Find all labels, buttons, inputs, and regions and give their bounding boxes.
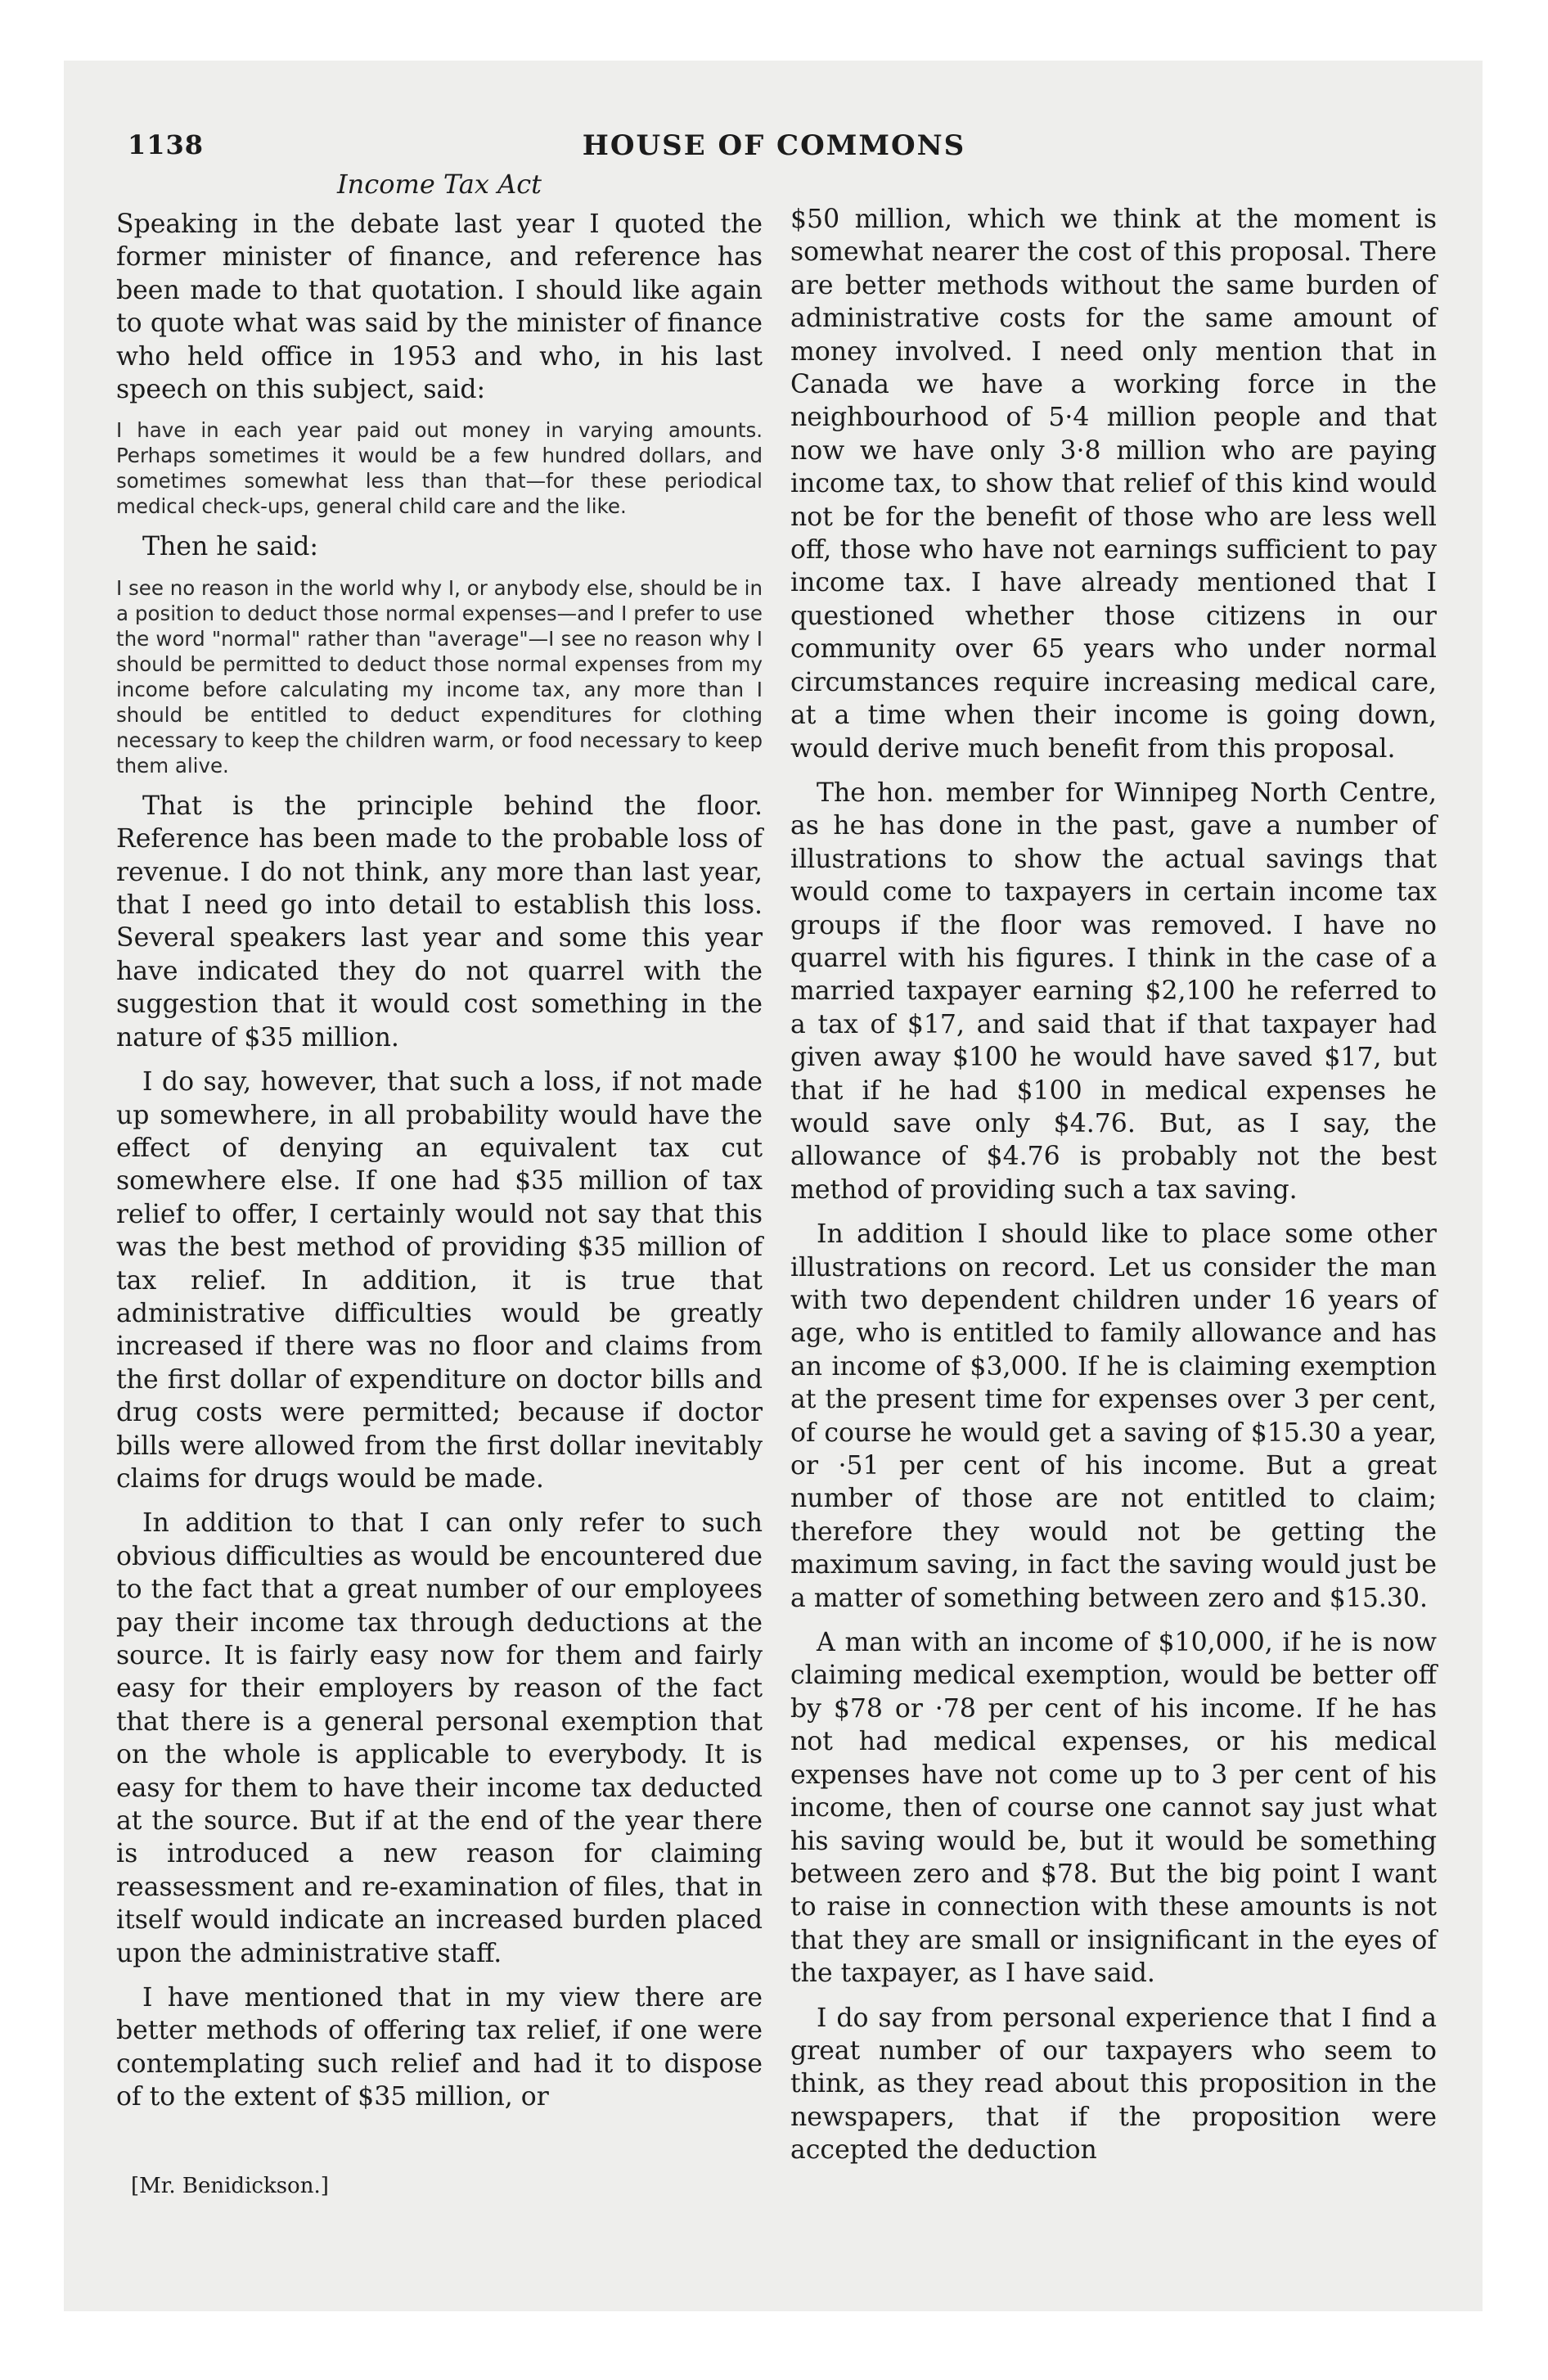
paragraph: $50 million, which we think at the moment is somewhat nearer the cost of this proposal. There are better methods without the same burden of administrative costs for the same amount of money involved. I need only mention that in Canada we have a working force in the neighbourhood of 5·4 million people and that now we have only 3·8 million who are paying income tax, to show that relief of this kind would not be for the benefit of those who are less well off, those who have not earnings sufficient to pay income tax. I have already mentioned that I questioned whether those citizens in our community over 65 years who under normal circumstances require increasing medical care, at a time when their income is going down, would derive much benefit from this proposal. (790, 205, 1437, 764)
paragraph: In addition I should like to place some other illustrations on record. Let us consider the man with two dependent children under 16 years of age, who is entitled to family allowance and has an income of $3,000. If he is claiming exemption at the present time for expenses over 3 per cent, of course he would get a saving of $15.30 a year, or ·51 per cent of his income. But a great number of those are not entitled to claim; therefore they would not be getting the maximum saving, in fact the saving would just be a matter of something between zero and $15.30. (790, 1219, 1437, 1613)
paragraph: That is the principle behind the floor. Reference has been made to the probable loss of revenue. I do not think, any more than last year, that I need go into detail to establish this loss. Several speakers last year and some this year have indicated they do not quarrel with the suggestion that it would cost something in the nature of $35 million. (116, 791, 763, 1053)
block-quote: I see no reason in the world why I, or anybody else, should be in a position to deduct those normal expenses—and I prefer to use the word "normal" rather than "average"—I see no reason why I should be permitted to deduct those normal expenses from my income before calculating my income tax, any more than I should be entitled to deduct expenditures for clothing necessary to keep the children warm, or food necessary to keep them alive. (116, 575, 763, 778)
paragraph: I do say from personal experience that I find a great number of our taxpayers who seem to think, as they read about this proposition in the newspapers, that if the proposition were accepted the deduction (790, 2003, 1437, 2166)
speaker-footer: [Mr. Benidickson.] (131, 2174, 329, 2198)
paragraph: A man with an income of $10,000, if he is now claiming medical exemption, would be better off by $78 or ·78 per cent of his income. If he has not had medical expenses, or his medical expenses have not come up to 3 per cent of his income, then of course one cannot say just what his saving would be, but it would be something between zero and $78. But the big point I want to raise in connection with these amounts is not that they are small or insignificant in the eyes of the taxpayer, as I have said. (790, 1628, 1437, 1989)
paragraph: I do say, however, that such a loss, if not made up somewhere, in all probability would have the effect of denying an equivalent tax cut somewhere else. If one had $35 million of tax relief to offer, I certainly would not say that this was the best method of providing $35 million of tax relief. In addition, it is true that administrative difficulties would be greatly increased if there was no floor and claims from the first dollar of expenditure on doctor bills and drug costs were permitted; because if doctor bills were allowed from the first dollar inevitably claims for drugs would be made. (116, 1067, 763, 1494)
left-paragraphs (116, 208, 763, 2114)
page-number: 1138 (128, 129, 205, 160)
page-title: HOUSE OF COMMONS (582, 129, 966, 162)
paragraph: I have mentioned that in my view there are better methods of offering tax relief, if one were contemplating such relief and had it to dispose of to the extent of $35 million, or (116, 1983, 763, 2112)
paragraph: Speaking in the debate last year I quoted the former minister of finance, and reference has been made to that quotation. I should like again to quote what was said by the minister of finance who held office in 1953 and who, in his last speech on this subject, said: (116, 210, 763, 405)
paragraph: In addition to that I can only refer to such obvious difficulties as would be encountered due to the fact that a great number of our employees pay their income tax through deductions at the source. It is fairly easy now for them and fairly easy for their employers by reason of the fact that there is a general personal exemption that on the whole is applicable to everybody. It is easy for them to have their income tax deducted at the source. But if at the end of the year there is introduced a new reason for claiming reassessment and re-examination of files, that in itself would indicate an increased burden placed upon the administrative staff. (116, 1508, 763, 1968)
right-paragraphs (790, 203, 1437, 2167)
paragraph: The hon. member for Winnipeg North Centre, as he has done in the past, gave a number of illustrations to show the actual savings that would come to taxpayers in certain income tax groups if the floor was removed. I have no quarrel with his figures. I think in the case of a married taxpayer earning $2,100 he referred to a tax of $17, and said that if that taxpayer had given away $100 he would have saved $17, but that if he had $100 in medical expenses he would save only $4.76. But, as I say, the allowance of $4.76 is probably not the best method of providing such a tax saving. (790, 778, 1437, 1205)
right-column (790, 203, 1437, 2179)
block-quote: I have in each year paid out money in varying amounts. Perhaps sometimes it would be a few hundred dollars, and sometimes somewhat less than that—for these periodical medical check-ups, general child care and the like. (116, 418, 763, 519)
running-head: Income Tax Act (337, 169, 542, 200)
left-column (116, 169, 763, 2125)
paragraph: Then he said: (142, 532, 318, 562)
